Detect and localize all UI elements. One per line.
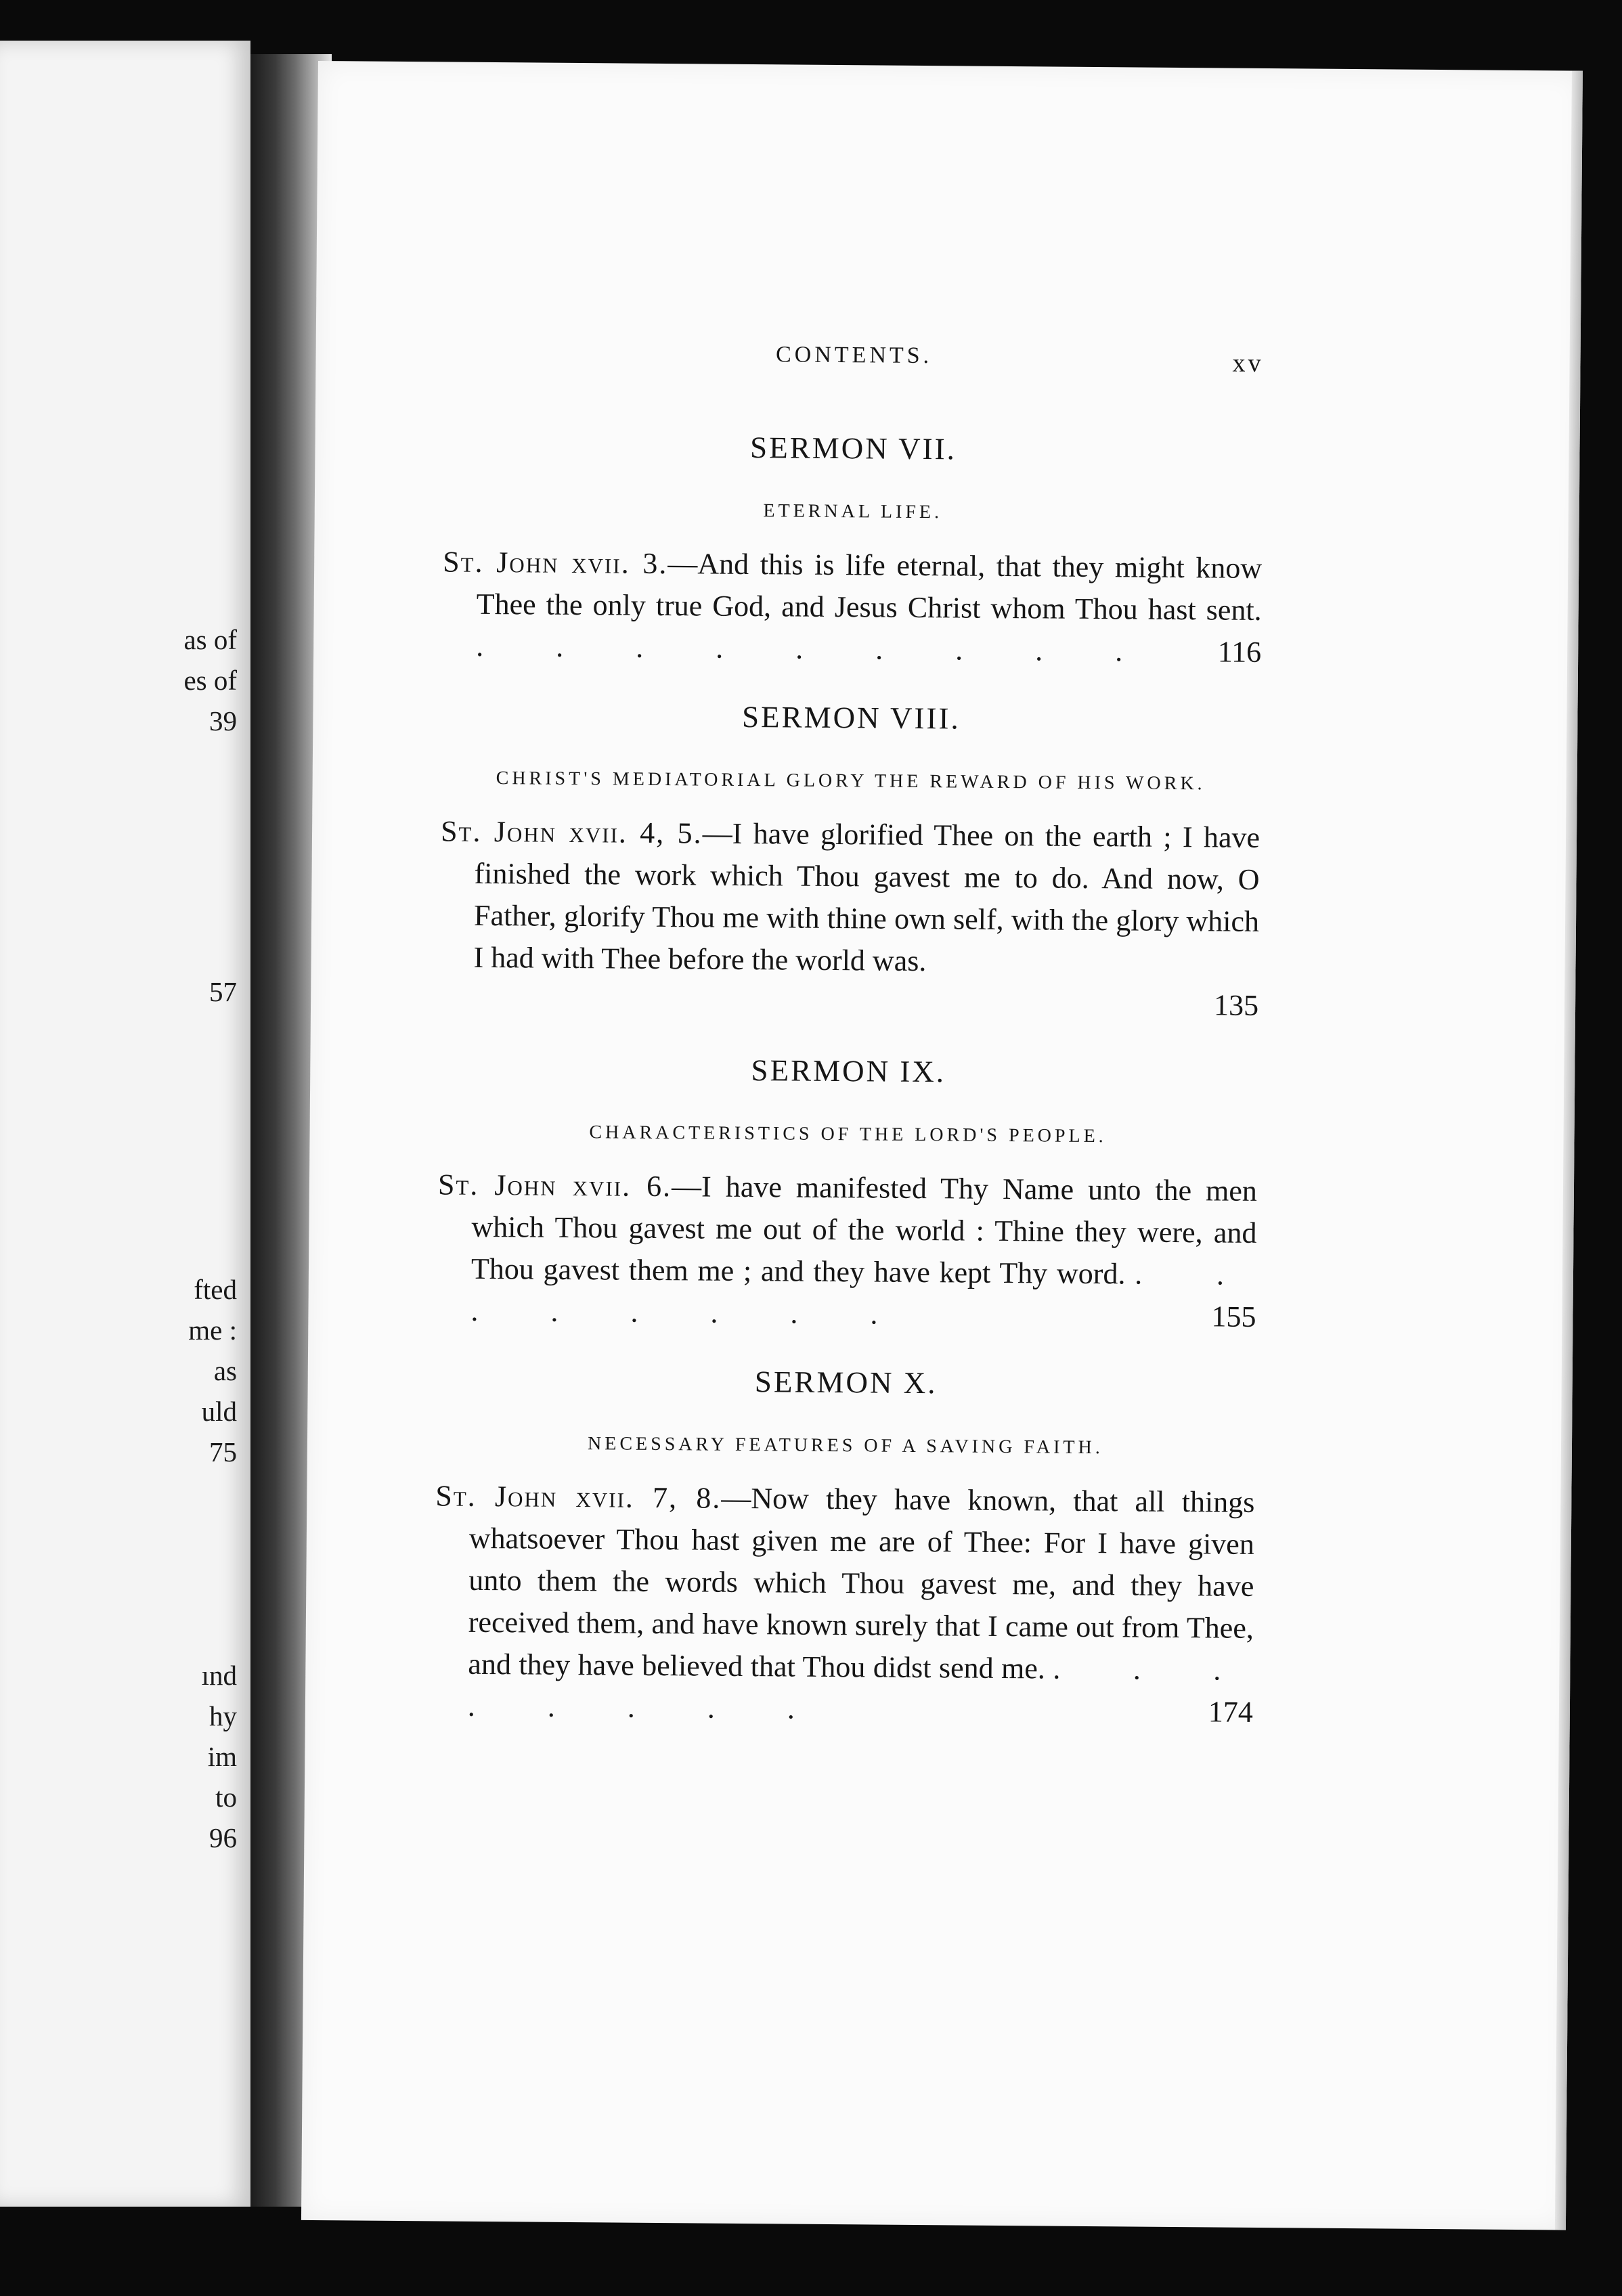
scripture-reference: St. John xvii. 6. (437, 1168, 672, 1204)
sermon-text (442, 541, 1262, 673)
left-page-fragment: 57 (209, 976, 237, 1007)
scripture-text: —I have manifested Thy Name unto the men which Thou gavest me out of the world : Thine they were, and Thou gavest them me ; and they have kept Thy word. (470, 1170, 1258, 1291)
sermon-page-number: 155 (1211, 1300, 1256, 1333)
sermon-subtitle: CHARACTERISTICS OF THE LORD'S PEOPLE. (589, 1122, 1107, 1147)
page-number: xv (1232, 349, 1264, 378)
contents-page (301, 61, 1583, 2230)
left-page-fragment: as of (183, 624, 237, 655)
scripture-reference: St. John xvii. 7, 8. (435, 1479, 722, 1515)
sermon-subtitle: CHRIST'S MEDIATORIAL GLORY THE REWARD OF HIS WORK. (496, 768, 1206, 795)
sermon-page-number: 135 (1213, 988, 1259, 1022)
left-page-fragment: as (213, 1355, 237, 1386)
left-page-fragment: uld (201, 1396, 237, 1427)
left-page-fragment: 96 (209, 1822, 237, 1853)
page-title: CONTENTS. (775, 342, 933, 369)
sermon-page-number: 174 (1208, 1695, 1254, 1729)
sermon-heading: SERMON IX. (751, 1053, 946, 1089)
sermon-text (434, 1475, 1255, 1733)
previous-page (0, 41, 250, 2207)
sermon-heading: SERMON VII. (749, 430, 957, 466)
left-page-fragment: to (215, 1782, 237, 1813)
dot-leaders: . . . . . . . . (467, 1652, 1254, 1725)
sermon-entry (442, 427, 1263, 673)
left-page-fragment: hy (209, 1700, 237, 1731)
sermon-entry (439, 697, 1261, 1026)
scripture-text: —I have glorified Thee on the earth ; I have finished the work which Thou gavest me to do. And now, O Father, glorify Thou me with thine own self, with the glory which I had with Thee before the world was. (473, 816, 1261, 978)
left-page-fragment: 75 (209, 1436, 237, 1467)
scripture-text: —Now they have known, that all things whatsoever Thou hast given me are of Thee: For I have given unto them the words which Thou gavest me, and they have received them, and have known surely that I came out from Thee, and they have believed that Thou didst send me. (468, 1481, 1255, 1685)
page-edge (1555, 71, 1583, 2230)
left-page-fragment: 39 (209, 705, 237, 736)
left-page-fragment: me : (188, 1315, 237, 1346)
left-page-fragment: fted (194, 1274, 237, 1305)
left-page-fragment: ınd (201, 1660, 237, 1691)
running-head (444, 339, 1263, 387)
sermon-text (439, 810, 1260, 984)
left-page-fragment: im (207, 1741, 237, 1772)
sermon-subtitle: NECESSARY FEATURES OF A SAVING FAITH. (587, 1433, 1103, 1459)
sermon-page-number: 116 (1217, 635, 1262, 669)
sermon-text (437, 1164, 1257, 1338)
left-page-fragment: es of (183, 665, 237, 696)
sermon-heading: SERMON VIII. (741, 699, 961, 736)
dot-leaders: . . . . . . . . (470, 1257, 1257, 1331)
contents-body (433, 339, 1263, 1763)
scripture-reference: St. John xvii. 4, 5. (440, 814, 703, 850)
dot-leaders: . . . . . . . . . (476, 629, 1156, 668)
scripture-text: —And this is life eternal, that they might know Thee the only true God, and Jesus Christ whom Thou hast sent. (476, 547, 1263, 627)
scripture-reference: St. John xvii. 3. (443, 545, 668, 581)
sermon-entry (434, 1361, 1256, 1733)
sermon-heading: SERMON X. (754, 1365, 938, 1400)
sermon-entry (437, 1050, 1258, 1338)
sermon-subtitle: ETERNAL LIFE. (763, 500, 943, 523)
